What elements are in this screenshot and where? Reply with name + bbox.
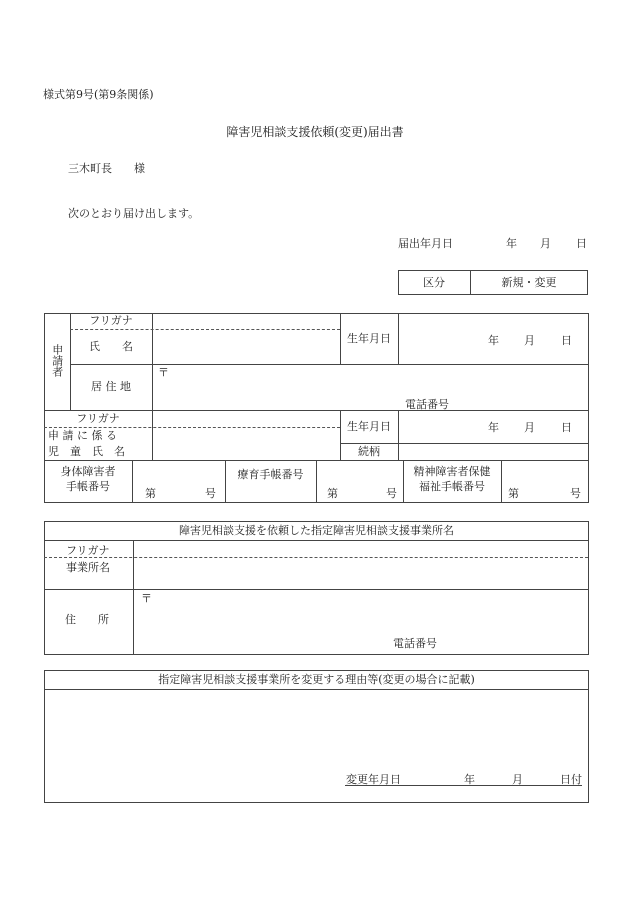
form-number: 様式第9号(第9条関係) — [43, 88, 154, 101]
physical-handbook-label — [44, 462, 132, 496]
child-relation-label: 続柄 — [358, 444, 380, 458]
applicant-furigana-field[interactable] — [153, 315, 339, 328]
dai-label: 第 — [145, 487, 156, 500]
child-name-field[interactable] — [153, 429, 339, 459]
go-label: 号 — [386, 487, 397, 500]
office-address-label: 住 所 — [65, 613, 109, 626]
mental-handbook-label-line1: 精神障害者保健 — [413, 464, 491, 478]
child-relation-field[interactable] — [400, 445, 586, 459]
office-name-label: 事業所名 — [66, 561, 110, 574]
applicant-group-label: 申請者 — [50, 343, 64, 377]
physical-handbook-label-line1: 身体障害者 — [60, 464, 116, 478]
category-value[interactable]: 新規・変更 — [501, 275, 557, 289]
month-label: 月 — [512, 773, 523, 786]
go-label: 号 — [205, 487, 216, 500]
office-furigana-field[interactable] — [135, 542, 585, 556]
ryoiku-handbook-label: 療育手帳番号 — [237, 468, 304, 482]
month-label: 月 — [524, 421, 535, 434]
dai-label: 第 — [327, 487, 338, 500]
office-address-field[interactable] — [135, 606, 585, 620]
child-name-label-line2: 児 童 氏 名 — [48, 445, 125, 458]
year-label: 年 — [488, 334, 499, 347]
day-label: 日 — [561, 334, 572, 347]
change-header: 指定障害児相談支援事業所を変更する理由等(変更の場合に記載) — [158, 672, 475, 686]
intro-text: 次のとおり届け出します。 — [68, 207, 200, 220]
office-name-field[interactable] — [135, 560, 585, 587]
mental-handbook-label — [403, 462, 501, 496]
go-label: 号 — [570, 487, 581, 500]
applicant-birthdate-label: 生年月日 — [347, 331, 391, 345]
applicant-name-field[interactable] — [153, 331, 339, 363]
day-label: 日付 — [560, 773, 582, 786]
year-label: 年 — [464, 773, 475, 786]
child-name-label-line1: 申 請 に 係 る — [48, 429, 117, 442]
applicant-furigana-label: フリガナ — [89, 314, 133, 328]
year-label: 年 — [506, 237, 517, 250]
office-furigana-label: フリガナ — [66, 544, 110, 557]
applicant-residence-label: 居 住 地 — [91, 380, 131, 394]
postal-mark: 〒 — [158, 366, 169, 379]
day-label: 日 — [561, 421, 572, 434]
change-reason-field[interactable] — [48, 693, 583, 773]
applicant-name-label: 氏 名 — [89, 339, 133, 353]
year-label: 年 — [488, 421, 499, 434]
month-label: 月 — [540, 237, 551, 250]
child-furigana-field[interactable] — [153, 412, 339, 426]
applicant-phone-label: 電話番号 — [405, 398, 449, 411]
month-label: 月 — [524, 334, 535, 347]
office-phone-label: 電話番号 — [393, 637, 437, 650]
child-birthdate-label: 生年月日 — [347, 419, 391, 433]
day-label: 日 — [576, 237, 587, 250]
applicant-address-field[interactable] — [153, 380, 583, 394]
mental-handbook-label-line2: 福祉手帳番号 — [419, 480, 485, 493]
child-name-label — [48, 428, 125, 460]
postal-mark: 〒 — [141, 592, 152, 605]
physical-handbook-label-line2: 手帳番号 — [66, 480, 110, 493]
child-furigana-label: フリガナ — [76, 411, 120, 425]
addressee: 三木町長 様 — [68, 162, 145, 175]
form-title: 障害児相談支援依頼(変更)届出書 — [226, 125, 404, 139]
change-date-label: 変更年月日 — [346, 773, 401, 786]
category-label: 区分 — [423, 275, 445, 289]
office-header: 障害児相談支援を依頼した指定障害児相談支援事業所名 — [179, 523, 454, 537]
submission-date-label: 届出年月日 — [398, 237, 453, 250]
dai-label: 第 — [508, 487, 519, 500]
